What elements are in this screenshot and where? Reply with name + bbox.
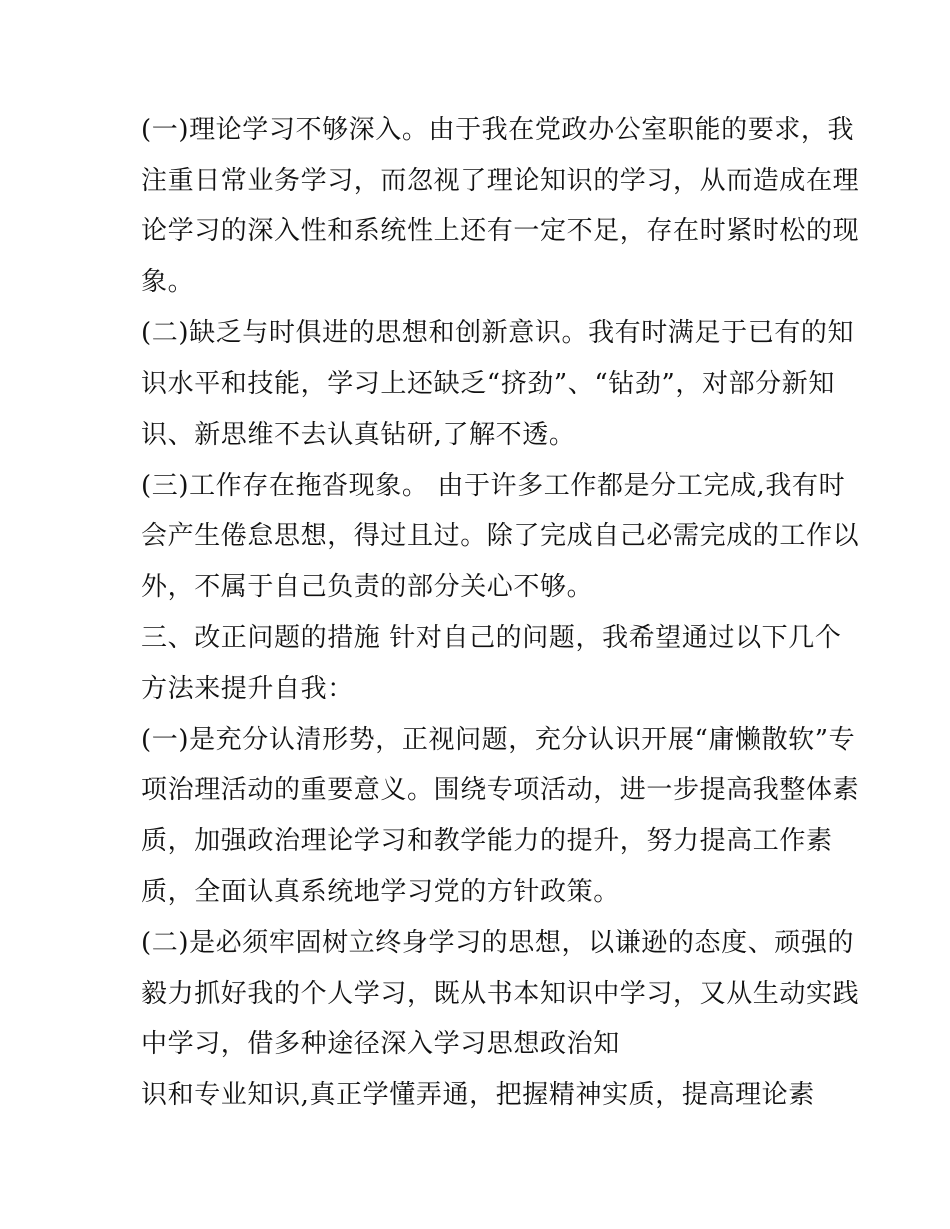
text-line: (二)缺乏与时俱进的思想和创新意识。我有时满足于已有的知 — [141, 318, 855, 348]
text-line: 识、新思维不去认真钻研,了解不透。 — [141, 420, 576, 450]
text-line: 会产生倦怠思想，得过且过。除了完成自己必需完成的工作以 — [141, 521, 860, 551]
text-line: (三)工作存在拖沓现象。 由于许多工作都是分工完成,我有时 — [141, 471, 846, 501]
text-line: 质，全面认真系统地学习党的方针政策。 — [141, 877, 620, 907]
text-line: (一)是充分认清形势，正视问题，充分认识开展“庸懒散软”专 — [141, 725, 856, 755]
text-line: (二)是必须牢固树立终身学习的思想，以谦逊的态度、顽强的 — [141, 928, 855, 958]
text-line: (一)理论学习不够深入。由于我在党政办公室职能的要求，我 — [141, 115, 855, 145]
text-line: 识水平和技能，学习上还缺乏“挤劲”、“钻劲”，对部分新知 — [141, 369, 835, 399]
text-line: 外，不属于自己负责的部分关心不够。 — [141, 572, 594, 602]
text-line: 项治理活动的重要意义。围绕专项活动，进一步提高我整体素 — [141, 775, 860, 805]
text-line: 识和专业知识,真正学懂弄通，把握精神实质，提高理论素 — [141, 1080, 815, 1110]
text-line: 方法来提升自我： — [141, 674, 354, 704]
text-line: 象。 — [141, 267, 195, 297]
text-line: 论学习的深入性和系统性上还有一定不足，存在时紧时松的现 — [141, 216, 860, 246]
text-line: 毅力抓好我的个人学习，既从书本知识中学习，又从生动实践 — [141, 979, 860, 1009]
text-line: 注重日常业务学习，而忽视了理论知识的学习，从而造成在理 — [141, 166, 860, 196]
text-line: 中学习，借多种途径深入学习思想政治知 — [141, 1029, 620, 1059]
text-line: 三、改正问题的措施 针对自己的问题，我希望通过以下几个 — [141, 623, 842, 653]
text-line: 质，加强政治理论学习和教学能力的提升，努力提高工作素 — [141, 826, 833, 856]
